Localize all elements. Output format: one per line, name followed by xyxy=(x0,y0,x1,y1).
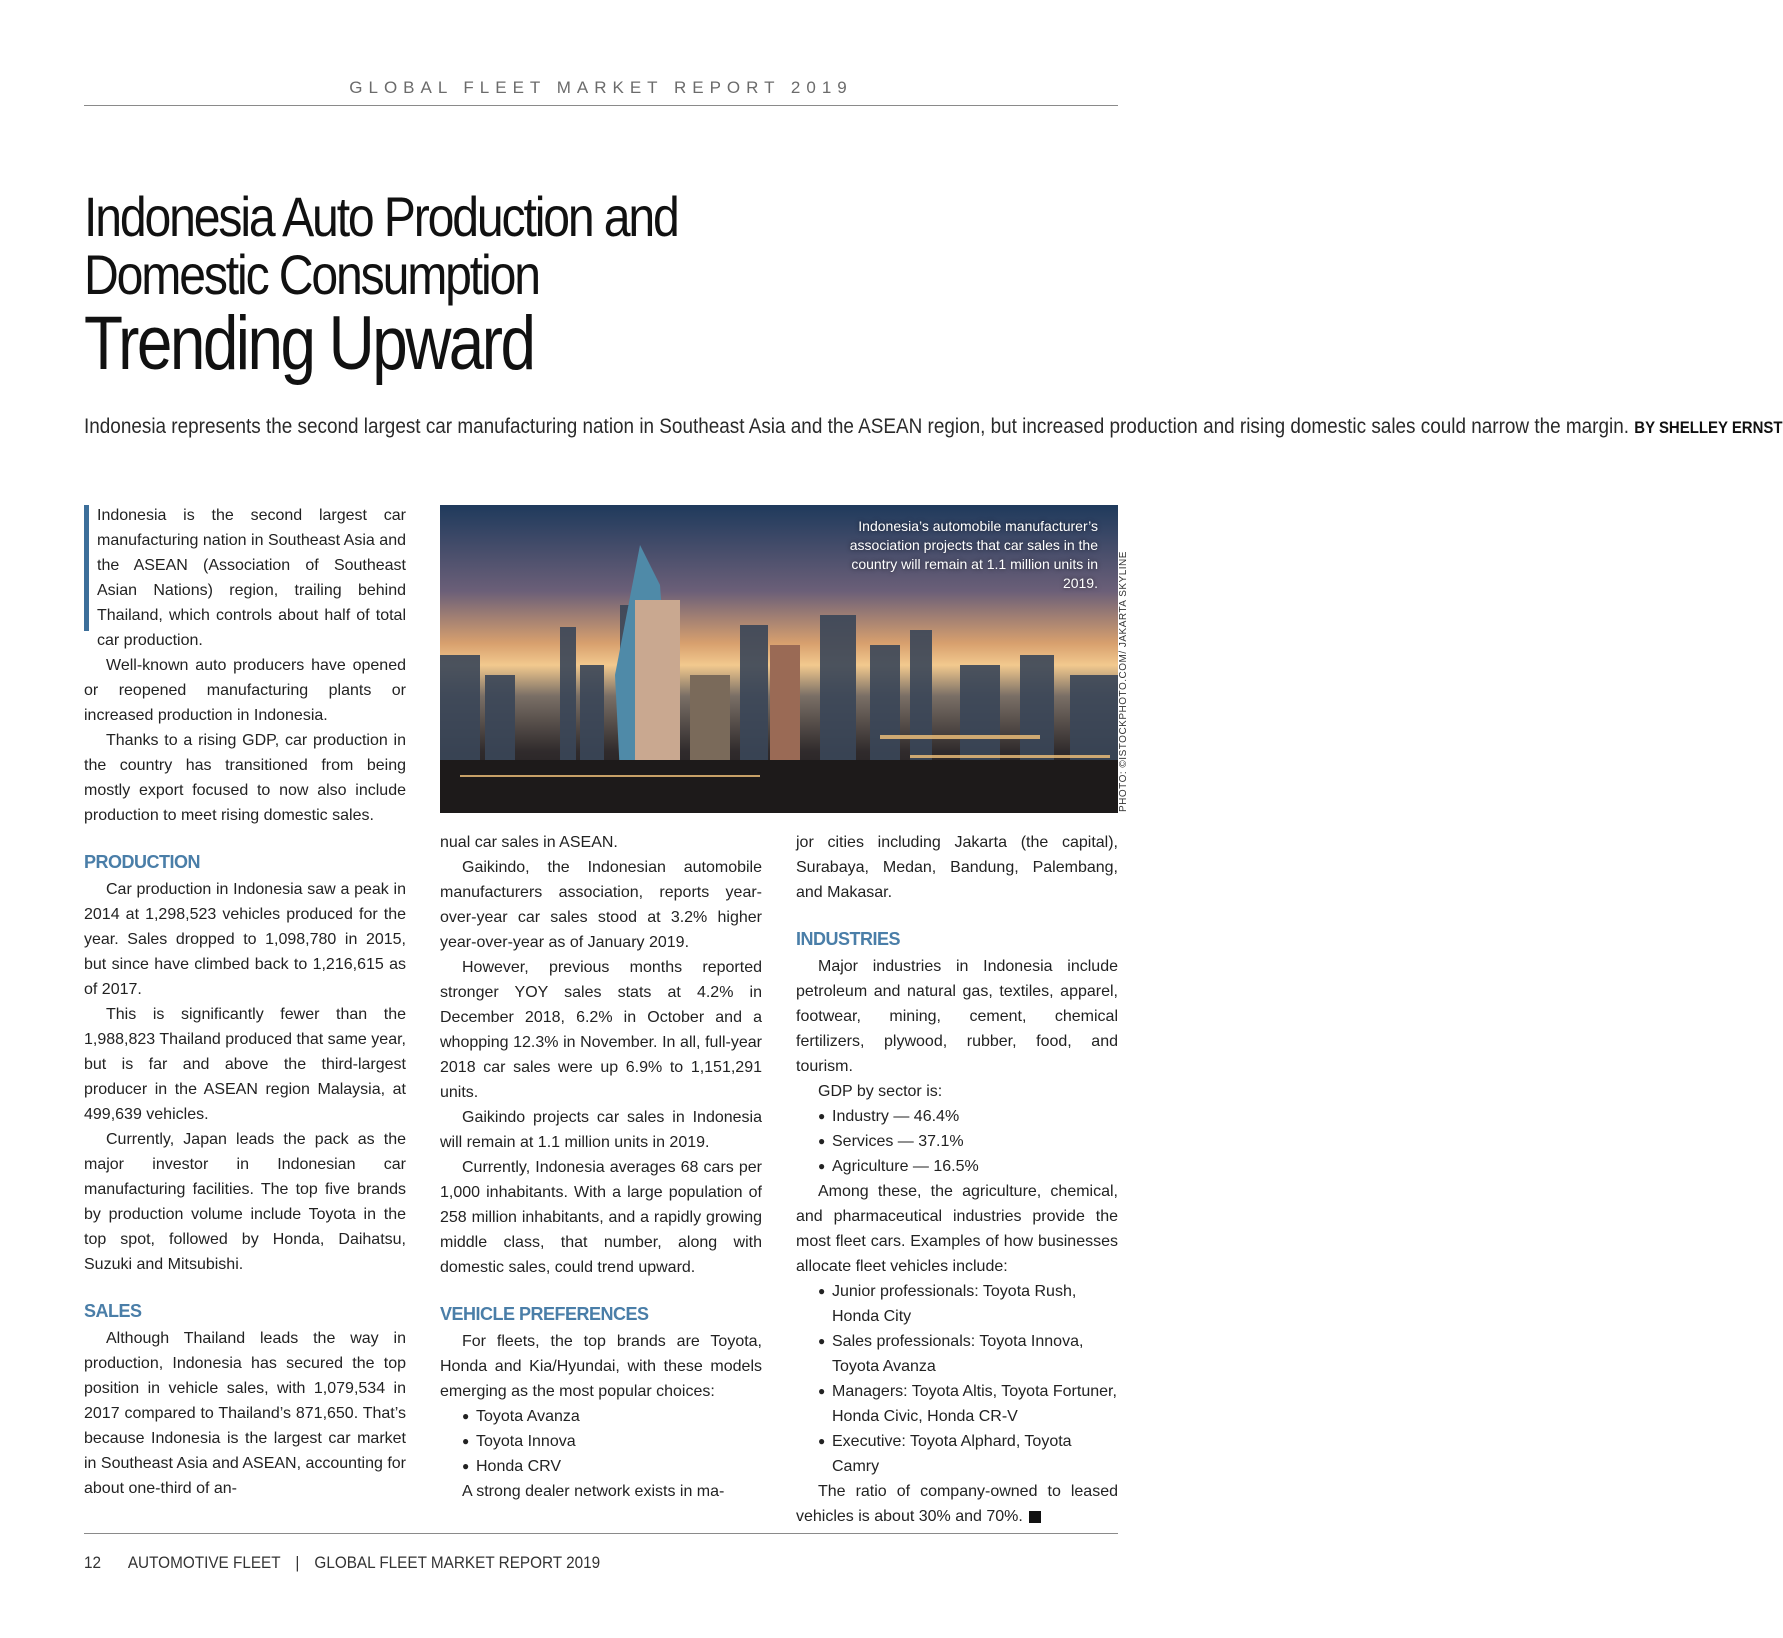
list-item: ● Toyota Innova xyxy=(462,1429,762,1454)
headline-line-2: Domestic Consumption xyxy=(84,243,539,306)
industries-paragraph-1: Major industries in Indonesia include petroleum and natural gas, textiles, apparel, footwear, mining, cement, chemical fertilizers, plywood, rubber, food, and tourism. xyxy=(796,958,1118,1075)
list-item: ● Executive: Toyota Alphard, Toyota Camry xyxy=(818,1429,1118,1479)
byline: BY SHELLEY ERNST xyxy=(1634,418,1783,437)
list-item: ● Managers: Toyota Altis, Toyota Fortuner, Honda Civic, Honda CR-V xyxy=(818,1379,1118,1429)
drop-cap-bar xyxy=(84,505,89,631)
photo-caption: Indonesia’s automobile manufacturer’s association projects that car sales in the country will remain at 1.1 million units in 2019. xyxy=(849,518,1098,591)
list-item: ● Junior professionals: Toyota Rush, Honda City xyxy=(818,1279,1118,1329)
allocation-list xyxy=(796,1279,1118,1479)
industries-paragraph-2: GDP by sector is: xyxy=(818,1083,943,1100)
list-item: ● Industry — 46.4% xyxy=(818,1104,1118,1129)
vehicle-preferences-paragraph-1: For fleets, the top brands are Toyota, Honda and Kia/Hyundai, with these models emerging as the most popular choices: xyxy=(440,1333,762,1400)
production-heading: PRODUCTION xyxy=(84,852,200,872)
jakarta-skyline-photo xyxy=(440,505,1118,813)
production-paragraph-1: Car production in Indonesia saw a peak in 2014 at 1,298,523 vehicles produced for the year. Sales dropped to 1,098,780 in 2015, but since have climbed back to 1,216,615 as of 2017. xyxy=(84,881,406,998)
vehicle-preferences-paragraph-2-continued: jor cities including Jakarta (the capital), Surabaya, Medan, Bandung, Palembang, and Makasar. xyxy=(796,834,1118,901)
column-1 xyxy=(84,503,406,1501)
column-2 xyxy=(440,830,762,1504)
vehicle-preferences-paragraph-2: A strong dealer network exists in ma- xyxy=(462,1483,725,1500)
end-mark-icon xyxy=(1029,1511,1041,1523)
sales-paragraph-1: Although Thailand leads the way in production, Indonesia has secured the top position in vehicle sales, with 1,079,534 in 2017 compared to Thailand’s 871,650. That’s because Indonesia is the largest car market in Southeast Asia and ASEAN, accounting for about one-third of an- xyxy=(84,1330,406,1497)
sales-paragraph-4: Gaikindo projects car sales in Indonesia will remain at 1.1 million units in 2019. xyxy=(440,1109,762,1151)
list-item: ● Sales professionals: Toyota Innova, Toyota Avanza xyxy=(818,1329,1118,1379)
industries-paragraph-4 xyxy=(796,1479,1118,1529)
sales-paragraph-3: However, previous months reported stronger YOY sales stats at 4.2% in December 2018, 6.2% in October and a whopping 12.3% in November. In all, full-year 2018 car sales were up 6.9% to 1,151,291 units. xyxy=(440,959,762,1101)
closing-sentence: The ratio of company-owned to leased vehicles is about 30% and 70%. xyxy=(796,1483,1118,1525)
list-item: ● Services — 37.1% xyxy=(818,1129,1118,1154)
footer-separator: | xyxy=(295,1553,300,1572)
sales-paragraph-5: Currently, Indonesia averages 68 cars per 1,000 inhabitants. With a large population of 258 million inhabitants, and a rapidly growing middle class, that number, along with domestic sales, could trend upward. xyxy=(440,1159,762,1276)
sales-paragraph-2: Gaikindo, the Indonesian automobile manufacturers association, reports year-over-year car sales stood at 3.2% higher year-over-year as of January 2019. xyxy=(440,859,762,951)
headline-line-1: Indonesia Auto Production and xyxy=(84,185,678,248)
photo-credit: PHOTO: ©ISTOCKPHOTO.COM/ JAKARTA SKYLINE xyxy=(1118,551,1129,812)
sales-heading: SALES xyxy=(84,1301,142,1321)
intro-paragraph-3: Thanks to a rising GDP, car production in the country has transitioned from being mostly export focused to now also include production to meet rising domestic sales. xyxy=(84,732,406,824)
intro-paragraph-2: Well-known auto producers have opened or reopened manufacturing plants or increased production in Indonesia. xyxy=(84,657,406,724)
production-paragraph-3: Currently, Japan leads the pack as the major investor in Indonesian car manufacturing facilities. The top five brands by production volume include Toyota in the top spot, followed by Honda, Daihatsu, Suzuki and Mitsubishi. xyxy=(84,1131,406,1273)
industries-heading: INDUSTRIES xyxy=(796,929,901,949)
report-name: GLOBAL FLEET MARKET REPORT 2019 xyxy=(314,1553,601,1572)
header-rule xyxy=(84,105,1118,106)
list-item: ● Honda CRV xyxy=(462,1454,762,1479)
deck xyxy=(84,410,1783,444)
running-header: GLOBAL FLEET MARKET REPORT 2019 xyxy=(349,78,853,97)
deck-text: Indonesia represents the second largest car manufacturing nation in Southeast Asia and the ASEAN region, but increased production and rising domestic sales could narrow the margin. xyxy=(84,414,1630,438)
headline-line-3: Trending Upward xyxy=(84,301,534,386)
gdp-list xyxy=(796,1104,1118,1179)
page-number: 12 xyxy=(84,1553,102,1572)
footer-rule xyxy=(84,1533,1118,1534)
list-item: ● Agriculture — 16.5% xyxy=(818,1154,1118,1179)
headline xyxy=(84,185,1084,386)
publication-name: AUTOMOTIVE FLEET xyxy=(127,1553,281,1572)
vehicle-preferences-heading: VEHICLE PREFERENCES xyxy=(440,1304,649,1324)
list-item: ● Toyota Avanza xyxy=(462,1404,762,1429)
model-list xyxy=(440,1404,762,1479)
intro-paragraph-1: Indonesia is the second largest car manufacturing nation in Southeast Asia and the ASEAN (Association of Southeast Asian Nations) region, trailing behind Thailand, which controls about half of total car production. xyxy=(97,507,406,649)
sales-paragraph-1-continued: nual car sales in ASEAN. xyxy=(440,834,618,851)
industries-paragraph-3: Among these, the agriculture, chemical, and pharmaceutical industries provide the most fleet cars. Examples of how businesses allocate fleet vehicles include: xyxy=(796,1183,1118,1275)
production-paragraph-2: This is significantly fewer than the 1,988,823 Thailand produced that same year, but is far and above the third-largest producer in the ASEAN region Malaysia, at 499,639 vehicles. xyxy=(84,1006,406,1123)
column-3 xyxy=(796,830,1118,1529)
footer xyxy=(84,1553,600,1573)
